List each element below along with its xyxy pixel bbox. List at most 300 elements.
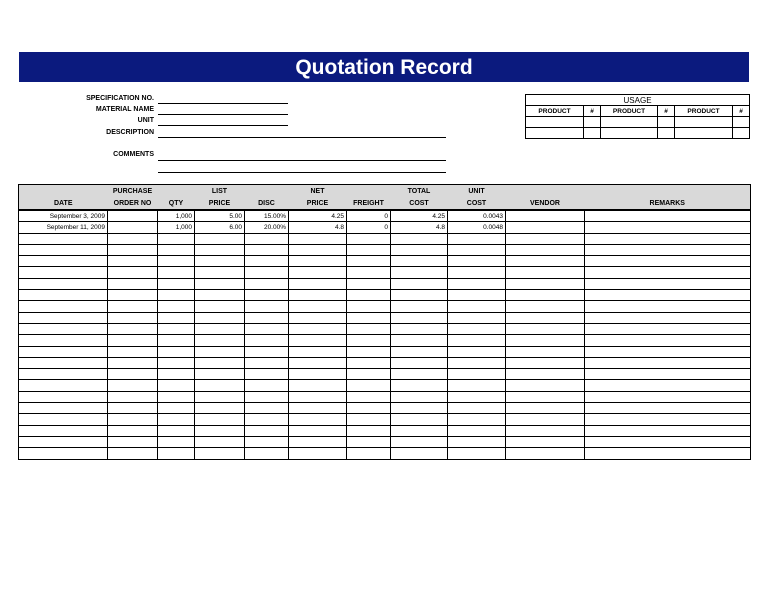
cell-date[interactable] [19, 233, 108, 244]
cell-list-price[interactable] [195, 436, 245, 447]
usage-cell[interactable] [675, 128, 733, 139]
cell-freight[interactable]: 0 [347, 210, 391, 222]
cell-order-no[interactable] [108, 380, 158, 391]
cell-freight[interactable] [347, 335, 391, 346]
cell-disc[interactable] [245, 244, 289, 255]
cell-total-cost[interactable] [391, 448, 448, 459]
cell-list-price[interactable]: 5.00 [195, 210, 245, 222]
cell-freight[interactable] [347, 369, 391, 380]
cell-freight[interactable] [347, 346, 391, 357]
cell-unit-cost[interactable] [448, 357, 506, 368]
cell-disc[interactable] [245, 425, 289, 436]
cell-disc[interactable]: 20.00% [245, 222, 289, 233]
cell-disc[interactable] [245, 290, 289, 301]
cell-total-cost[interactable] [391, 391, 448, 402]
cell-list-price[interactable] [195, 403, 245, 414]
cell-net-price[interactable] [289, 346, 347, 357]
cell-qty[interactable] [158, 312, 195, 323]
cell-unit-cost[interactable] [448, 312, 506, 323]
cell-qty[interactable] [158, 290, 195, 301]
cell-qty[interactable] [158, 346, 195, 357]
column-header-9-top [506, 185, 585, 198]
cell-qty[interactable] [158, 425, 195, 436]
cell-freight[interactable] [347, 425, 391, 436]
cell-total-cost[interactable] [391, 425, 448, 436]
cell-vendor[interactable] [506, 335, 585, 346]
cell-disc[interactable] [245, 391, 289, 402]
cell-net-price[interactable] [289, 301, 347, 312]
cell-vendor[interactable] [506, 346, 585, 357]
cell-list-price[interactable] [195, 256, 245, 267]
cell-remarks[interactable] [585, 403, 751, 414]
cell-order-no[interactable] [108, 256, 158, 267]
cell-remarks[interactable] [585, 222, 751, 233]
cell-date[interactable] [19, 335, 108, 346]
cell-disc[interactable] [245, 278, 289, 289]
cell-list-price[interactable] [195, 244, 245, 255]
cell-unit-cost[interactable] [448, 335, 506, 346]
cell-order-no[interactable] [108, 312, 158, 323]
cell-net-price[interactable] [289, 335, 347, 346]
cell-disc[interactable] [245, 403, 289, 414]
cell-unit-cost[interactable] [448, 267, 506, 278]
cell-order-no[interactable] [108, 369, 158, 380]
cell-order-no[interactable] [108, 448, 158, 459]
cell-unit-cost[interactable] [448, 301, 506, 312]
cell-freight[interactable] [347, 290, 391, 301]
cell-remarks[interactable] [585, 346, 751, 357]
cell-vendor[interactable] [506, 448, 585, 459]
cell-qty[interactable] [158, 278, 195, 289]
cell-unit-cost[interactable] [448, 233, 506, 244]
cell-order-no[interactable] [108, 290, 158, 301]
cell-date[interactable] [19, 391, 108, 402]
usage-row [526, 128, 750, 139]
cell-list-price[interactable] [195, 267, 245, 278]
cell-list-price[interactable] [195, 448, 245, 459]
cell-unit-cost[interactable] [448, 380, 506, 391]
cell-disc[interactable] [245, 267, 289, 278]
cell-list-price[interactable] [195, 414, 245, 425]
cell-freight[interactable] [347, 357, 391, 368]
usage-cell[interactable] [584, 117, 601, 128]
cell-freight[interactable] [347, 448, 391, 459]
cell-date[interactable] [19, 369, 108, 380]
usage-cell[interactable] [584, 128, 601, 139]
cell-date[interactable] [19, 278, 108, 289]
table-row [19, 301, 751, 312]
cell-freight[interactable] [347, 267, 391, 278]
cell-unit-cost[interactable] [448, 346, 506, 357]
cell-net-price[interactable] [289, 323, 347, 334]
table-row [19, 414, 751, 425]
cell-vendor[interactable] [506, 290, 585, 301]
cell-freight[interactable] [347, 380, 391, 391]
cell-unit-cost[interactable] [448, 436, 506, 447]
cell-qty[interactable] [158, 380, 195, 391]
usage-cell[interactable] [526, 117, 584, 128]
usage-cell[interactable] [601, 117, 658, 128]
cell-qty[interactable]: 1,000 [158, 210, 195, 222]
cell-qty[interactable] [158, 414, 195, 425]
cell-total-cost[interactable] [391, 346, 448, 357]
cell-vendor[interactable] [506, 210, 585, 222]
cell-list-price[interactable] [195, 369, 245, 380]
cell-list-price[interactable] [195, 335, 245, 346]
cell-list-price[interactable] [195, 357, 245, 368]
cell-disc[interactable] [245, 436, 289, 447]
table-row [19, 222, 751, 233]
cell-qty[interactable] [158, 448, 195, 459]
cell-freight[interactable] [347, 256, 391, 267]
cell-disc[interactable] [245, 448, 289, 459]
cell-unit-cost[interactable]: 0.0048 [448, 222, 506, 233]
cell-qty[interactable] [158, 323, 195, 334]
cell-net-price[interactable] [289, 391, 347, 402]
cell-freight[interactable] [347, 233, 391, 244]
cell-date[interactable] [19, 357, 108, 368]
usage-cell[interactable] [733, 128, 750, 139]
cell-remarks[interactable] [585, 256, 751, 267]
cell-vendor[interactable] [506, 380, 585, 391]
cell-order-no[interactable] [108, 301, 158, 312]
cell-vendor[interactable] [506, 312, 585, 323]
cell-list-price[interactable] [195, 312, 245, 323]
cell-remarks[interactable] [585, 414, 751, 425]
cell-disc[interactable] [245, 312, 289, 323]
cell-net-price[interactable] [289, 290, 347, 301]
cell-order-no[interactable] [108, 244, 158, 255]
cell-list-price[interactable] [195, 391, 245, 402]
cell-qty[interactable] [158, 256, 195, 267]
table-row [19, 357, 751, 368]
cell-remarks[interactable] [585, 357, 751, 368]
cell-order-no[interactable] [108, 233, 158, 244]
cell-order-no[interactable] [108, 346, 158, 357]
usage-header-5: # [733, 106, 750, 117]
cell-disc[interactable] [245, 346, 289, 357]
cell-list-price[interactable] [195, 346, 245, 357]
cell-vendor[interactable] [506, 278, 585, 289]
cell-date[interactable] [19, 425, 108, 436]
cell-disc[interactable] [245, 380, 289, 391]
cell-remarks[interactable] [585, 436, 751, 447]
cell-unit-cost[interactable] [448, 448, 506, 459]
cell-unit-cost[interactable] [448, 391, 506, 402]
cell-order-no[interactable] [108, 222, 158, 233]
cell-date[interactable] [19, 436, 108, 447]
usage-header-1: # [584, 106, 601, 117]
table-row [19, 335, 751, 346]
cell-total-cost[interactable] [391, 301, 448, 312]
cell-unit-cost[interactable] [448, 256, 506, 267]
cell-qty[interactable] [158, 369, 195, 380]
specification-no-label: SPECIFICATION NO. [86, 95, 154, 102]
column-header-1-top: PURCHASE [108, 185, 158, 198]
cell-freight[interactable] [347, 414, 391, 425]
usage-header-2: PRODUCT [601, 106, 658, 117]
cell-total-cost[interactable] [391, 436, 448, 447]
usage-header-4: PRODUCT [675, 106, 733, 117]
cell-vendor[interactable] [506, 323, 585, 334]
table-row [19, 312, 751, 323]
table-row [19, 425, 751, 436]
cell-freight[interactable]: 0 [347, 222, 391, 233]
cell-disc[interactable] [245, 369, 289, 380]
cell-list-price[interactable] [195, 278, 245, 289]
page-title: Quotation Record [19, 52, 749, 82]
cell-disc[interactable] [245, 323, 289, 334]
column-header-9-bottom: VENDOR [506, 197, 585, 210]
cell-total-cost[interactable] [391, 323, 448, 334]
cell-vendor[interactable] [506, 233, 585, 244]
cell-vendor[interactable] [506, 414, 585, 425]
cell-date[interactable] [19, 312, 108, 323]
usage-row [526, 117, 750, 128]
cell-freight[interactable] [347, 403, 391, 414]
cell-freight[interactable] [347, 391, 391, 402]
cell-total-cost[interactable] [391, 357, 448, 368]
cell-vendor[interactable] [506, 244, 585, 255]
header-row-top [19, 185, 751, 198]
cell-order-no[interactable] [108, 335, 158, 346]
cell-vendor[interactable] [506, 403, 585, 414]
cell-net-price[interactable] [289, 267, 347, 278]
cell-disc[interactable]: 15.00% [245, 210, 289, 222]
cell-unit-cost[interactable] [448, 403, 506, 414]
usage-cell[interactable] [658, 128, 675, 139]
cell-remarks[interactable] [585, 425, 751, 436]
cell-remarks[interactable] [585, 312, 751, 323]
cell-list-price[interactable] [195, 290, 245, 301]
cell-disc[interactable] [245, 357, 289, 368]
cell-total-cost[interactable] [391, 290, 448, 301]
cell-total-cost[interactable] [391, 380, 448, 391]
table-row [19, 346, 751, 357]
cell-order-no[interactable] [108, 210, 158, 222]
usage-cell[interactable] [526, 128, 584, 139]
cell-vendor[interactable] [506, 301, 585, 312]
cell-total-cost[interactable] [391, 267, 448, 278]
cell-date[interactable] [19, 256, 108, 267]
cell-net-price[interactable] [289, 357, 347, 368]
cell-order-no[interactable] [108, 323, 158, 334]
table-row [19, 380, 751, 391]
column-header-0-bottom: DATE [19, 197, 108, 210]
cell-net-price[interactable] [289, 369, 347, 380]
cell-order-no[interactable] [108, 267, 158, 278]
cell-total-cost[interactable] [391, 369, 448, 380]
cell-date[interactable] [19, 380, 108, 391]
table-row [19, 267, 751, 278]
cell-net-price[interactable] [289, 414, 347, 425]
cell-freight[interactable] [347, 312, 391, 323]
table-row [19, 391, 751, 402]
cell-qty[interactable] [158, 233, 195, 244]
cell-net-price[interactable] [289, 380, 347, 391]
cell-order-no[interactable] [108, 357, 158, 368]
cell-qty[interactable] [158, 267, 195, 278]
cell-disc[interactable] [245, 256, 289, 267]
cell-unit-cost[interactable] [448, 414, 506, 425]
table-row [19, 244, 751, 255]
cell-vendor[interactable] [506, 256, 585, 267]
cell-remarks[interactable] [585, 290, 751, 301]
cell-qty[interactable] [158, 244, 195, 255]
cell-net-price[interactable] [289, 403, 347, 414]
cell-vendor[interactable] [506, 369, 585, 380]
column-header-8-bottom: COST [448, 197, 506, 210]
description-label: DESCRIPTION [106, 129, 154, 136]
cell-qty[interactable]: 1,000 [158, 222, 195, 233]
cell-order-no[interactable] [108, 278, 158, 289]
cell-remarks[interactable] [585, 380, 751, 391]
cell-total-cost[interactable] [391, 403, 448, 414]
cell-list-price[interactable] [195, 380, 245, 391]
description-field[interactable] [158, 137, 446, 138]
cell-total-cost[interactable]: 4.8 [391, 222, 448, 233]
cell-total-cost[interactable] [391, 233, 448, 244]
cell-qty[interactable] [158, 436, 195, 447]
usage-cell[interactable] [733, 117, 750, 128]
cell-total-cost[interactable] [391, 244, 448, 255]
usage-cell[interactable] [658, 117, 675, 128]
cell-net-price[interactable]: 4.25 [289, 210, 347, 222]
cell-date[interactable] [19, 244, 108, 255]
table-row [19, 233, 751, 244]
cell-disc[interactable] [245, 233, 289, 244]
usage-cell[interactable] [601, 128, 658, 139]
cell-vendor[interactable] [506, 425, 585, 436]
cell-total-cost[interactable]: 4.25 [391, 210, 448, 222]
table-row [19, 323, 751, 334]
cell-qty[interactable] [158, 403, 195, 414]
cell-list-price[interactable] [195, 301, 245, 312]
cell-remarks[interactable] [585, 335, 751, 346]
cell-list-price[interactable] [195, 425, 245, 436]
cell-freight[interactable] [347, 244, 391, 255]
cell-order-no[interactable] [108, 436, 158, 447]
column-header-10-top [585, 185, 751, 198]
cell-total-cost[interactable] [391, 256, 448, 267]
usage-table [525, 94, 750, 139]
cell-freight[interactable] [347, 278, 391, 289]
cell-unit-cost[interactable] [448, 323, 506, 334]
cell-remarks[interactable] [585, 323, 751, 334]
cell-list-price[interactable]: 6.00 [195, 222, 245, 233]
cell-net-price[interactable] [289, 312, 347, 323]
cell-remarks[interactable] [585, 267, 751, 278]
cell-total-cost[interactable] [391, 335, 448, 346]
cell-list-price[interactable] [195, 233, 245, 244]
cell-date[interactable]: September 11, 2009 [19, 222, 108, 233]
cell-remarks[interactable] [585, 210, 751, 222]
cell-vendor[interactable] [506, 267, 585, 278]
cell-disc[interactable] [245, 301, 289, 312]
column-header-4-bottom: DISC [245, 197, 289, 210]
cell-unit-cost[interactable] [448, 278, 506, 289]
cell-unit-cost[interactable] [448, 369, 506, 380]
cell-date[interactable] [19, 346, 108, 357]
cell-net-price[interactable]: 4.8 [289, 222, 347, 233]
cell-remarks[interactable] [585, 233, 751, 244]
cell-order-no[interactable] [108, 414, 158, 425]
material-name-field[interactable] [158, 114, 288, 115]
cell-order-no[interactable] [108, 391, 158, 402]
cell-net-price[interactable] [289, 436, 347, 447]
cell-date[interactable]: September 3, 2009 [19, 210, 108, 222]
table-row [19, 369, 751, 380]
cell-list-price[interactable] [195, 323, 245, 334]
cell-disc[interactable] [245, 335, 289, 346]
comments-field-line-1[interactable] [158, 160, 446, 161]
specification-no-field[interactable] [158, 103, 288, 104]
cell-date[interactable] [19, 448, 108, 459]
cell-net-price[interactable] [289, 233, 347, 244]
cell-total-cost[interactable] [391, 278, 448, 289]
cell-qty[interactable] [158, 335, 195, 346]
cell-qty[interactable] [158, 391, 195, 402]
cell-date[interactable] [19, 403, 108, 414]
cell-date[interactable] [19, 290, 108, 301]
cell-remarks[interactable] [585, 369, 751, 380]
cell-net-price[interactable] [289, 244, 347, 255]
cell-freight[interactable] [347, 323, 391, 334]
usage-cell[interactable] [675, 117, 733, 128]
cell-net-price[interactable] [289, 425, 347, 436]
column-header-6-top [347, 185, 391, 198]
cell-qty[interactable] [158, 357, 195, 368]
cell-date[interactable] [19, 301, 108, 312]
cell-net-price[interactable] [289, 256, 347, 267]
column-header-5-bottom: PRICE [289, 197, 347, 210]
cell-unit-cost[interactable] [448, 290, 506, 301]
comments-label: COMMENTS [113, 151, 154, 158]
cell-disc[interactable] [245, 414, 289, 425]
cell-total-cost[interactable] [391, 414, 448, 425]
cell-net-price[interactable] [289, 278, 347, 289]
cell-freight[interactable] [347, 436, 391, 447]
cell-net-price[interactable] [289, 448, 347, 459]
cell-unit-cost[interactable]: 0.0043 [448, 210, 506, 222]
cell-date[interactable] [19, 267, 108, 278]
cell-remarks[interactable] [585, 278, 751, 289]
cell-vendor[interactable] [506, 391, 585, 402]
column-header-2-top [158, 185, 195, 198]
cell-remarks[interactable] [585, 244, 751, 255]
cell-total-cost[interactable] [391, 312, 448, 323]
cell-order-no[interactable] [108, 403, 158, 414]
column-header-8-top: UNIT [448, 185, 506, 198]
table-row [19, 256, 751, 267]
cell-vendor[interactable] [506, 357, 585, 368]
column-header-10-bottom: REMARKS [585, 197, 751, 210]
cell-remarks[interactable] [585, 391, 751, 402]
cell-qty[interactable] [158, 301, 195, 312]
cell-unit-cost[interactable] [448, 244, 506, 255]
cell-freight[interactable] [347, 301, 391, 312]
cell-date[interactable] [19, 414, 108, 425]
cell-unit-cost[interactable] [448, 425, 506, 436]
cell-vendor[interactable] [506, 222, 585, 233]
cell-vendor[interactable] [506, 436, 585, 447]
cell-remarks[interactable] [585, 448, 751, 459]
cell-order-no[interactable] [108, 425, 158, 436]
unit-field[interactable] [158, 125, 288, 126]
cell-remarks[interactable] [585, 301, 751, 312]
cell-date[interactable] [19, 323, 108, 334]
comments-field-line-2[interactable] [158, 172, 446, 173]
